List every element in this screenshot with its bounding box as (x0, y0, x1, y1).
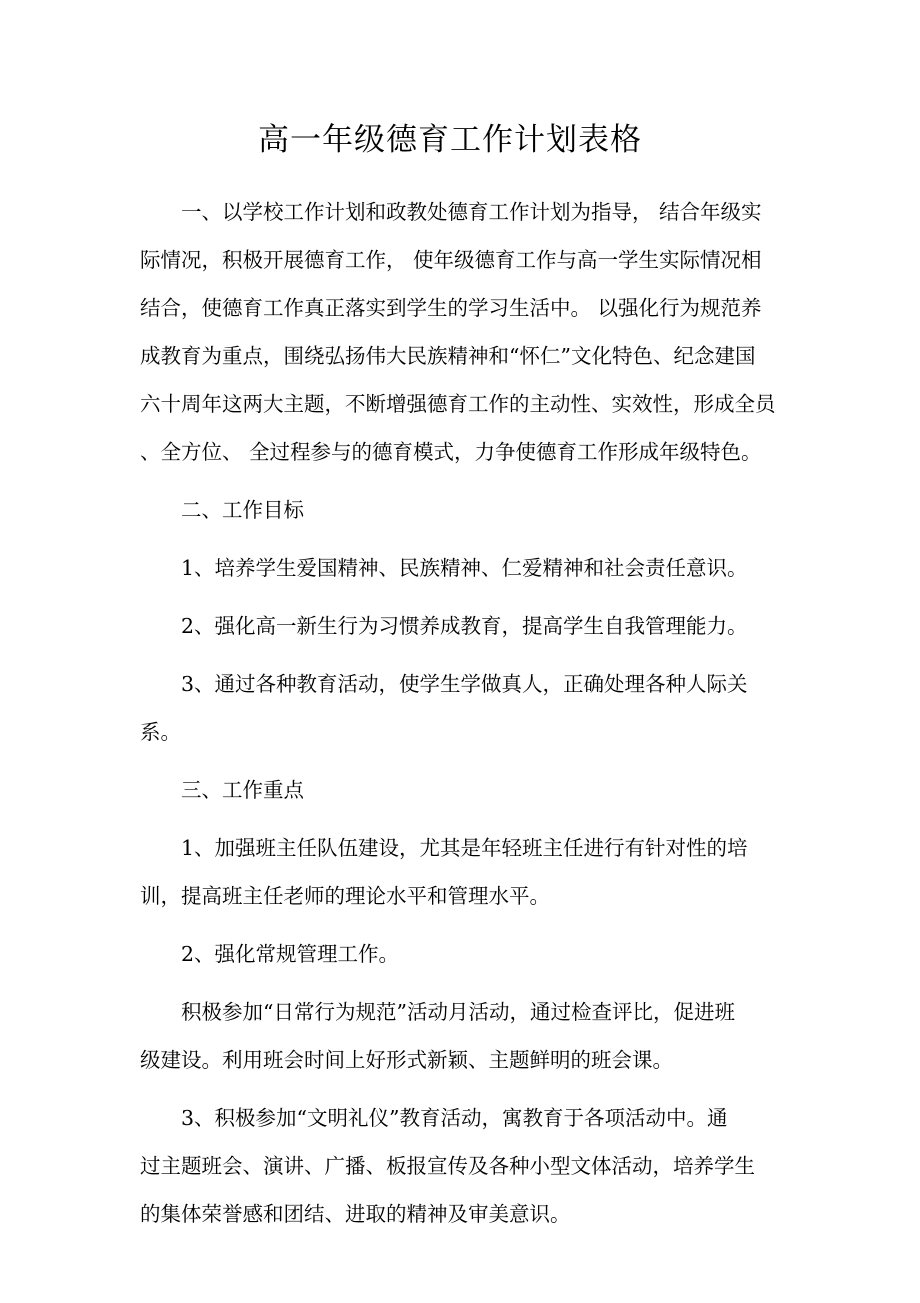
document-body (140, 188, 782, 1238)
paragraph-line: 成教育为重点，围绕弘扬伟大民族精神和“怀仁”文化特色、纪念建国 (140, 344, 756, 368)
paragraph-line: 1、培养学生爱国精神、民族精神、仁爱精神和社会责任意识。 (181, 556, 748, 580)
paragraph-line: 过主题班会、演讲、广播、板报宣传及各种小型文体活动，培养学生 (140, 1154, 755, 1178)
paragraph (140, 602, 782, 650)
paragraph-line: 积极参加“日常行为规范”活动月活动，通过检查评比，促进班 (181, 1000, 735, 1024)
paragraph-line: 训，提高班主任老师的理论水平和管理水平。 (140, 884, 550, 908)
paragraph-line: 系。 (140, 720, 181, 744)
paragraph-line: 2、强化常规管理工作。 (181, 942, 400, 966)
paragraph-line: 六十周年这两大主题，不断增强德育工作的主动性、实效性，形成全员 (140, 392, 776, 416)
paragraph (140, 486, 782, 534)
paragraph-line: 际情况，积极开展德育工作， 使年级德育工作与高一学生实际情况相 (140, 248, 762, 272)
paragraph-line: 3、积极参加“文明礼仪”教育活动，寓教育于各项活动中。通 (181, 1106, 728, 1130)
page-title: 高一年级德育工作计划表格 (258, 122, 642, 158)
paragraph (140, 988, 782, 1084)
paragraph (140, 660, 782, 756)
paragraph (140, 930, 782, 978)
paragraph (140, 544, 782, 592)
paragraph (140, 1094, 782, 1238)
paragraph-line: 1、加强班主任队伍建设，尤其是年轻班主任进行有针对性的培 (181, 836, 748, 860)
paragraph-line: 结合，使德育工作真正落实到学生的学习生活中。 以强化行为规范养 (140, 296, 762, 320)
paragraph-line: 级建设。利用班会时间上好形式新颖、主题鲜明的班会课。 (140, 1048, 673, 1072)
paragraph-line: 、全方位、 全过程参与的德育模式，力争使德育工作形成年级特色。 (140, 440, 762, 464)
paragraph-line: 一、以学校工作计划和政教处德育工作计划为指导， 结合年级实 (181, 200, 762, 224)
paragraph (140, 766, 782, 814)
paragraph-line: 3、通过各种教育活动，使学生学做真人，正确处理各种人际关 (181, 672, 748, 696)
paragraph (140, 824, 782, 920)
paragraph-line: 的集体荣誉感和团结、进取的精神及审美意识。 (140, 1202, 571, 1226)
paragraph (140, 188, 782, 476)
paragraph-line: 2、强化高一新生行为习惯养成教育，提高学生自我管理能力。 (181, 614, 748, 638)
paragraph-line: 二、工作目标 (181, 498, 304, 522)
paragraph-line: 三、工作重点 (181, 778, 304, 802)
